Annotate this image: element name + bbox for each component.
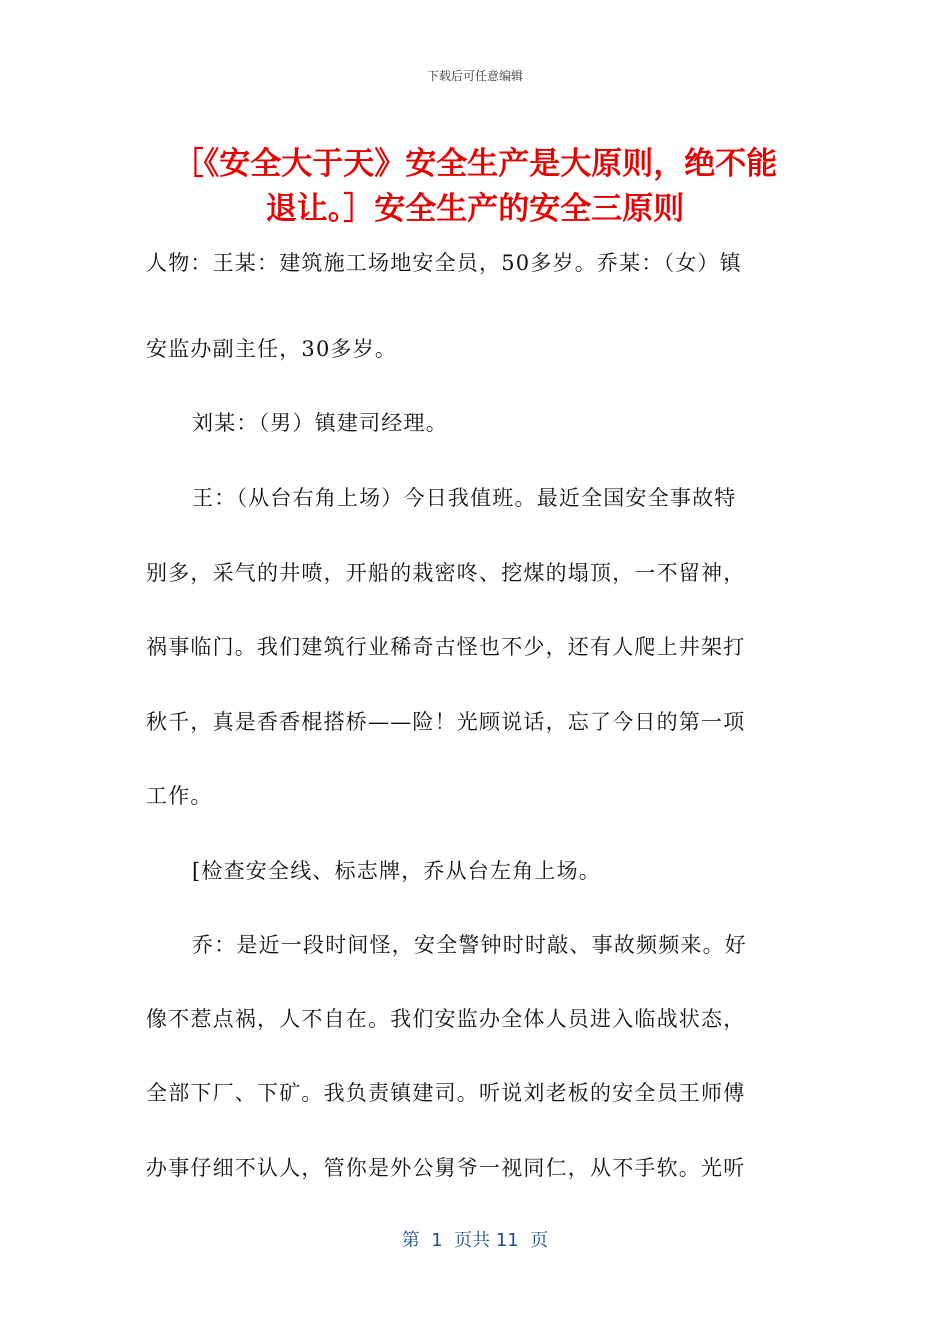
text-line: 别多，采气的井喷，开船的栽密咚、挖煤的塌顶，一不留神， [146, 561, 746, 585]
text-line: 王：（从台右角上场）今日我值班。最近全国安全事故特 [192, 486, 737, 510]
text-line: 祸事临门。我们建筑行业稀奇古怪也不少，还有人爬上井架打 [146, 635, 746, 659]
text-line: 安监办副主任，30多岁。 [146, 337, 398, 361]
title-line-1: ［《安全大于天》安全生产是大原则，绝不能 [172, 146, 778, 182]
text-line: 工作。 [146, 784, 213, 808]
text-line: 刘某：（男）镇建司经理。 [192, 411, 448, 435]
document-title [100, 142, 850, 232]
page-number-footer: 第 1 页共 11 页 [401, 1230, 549, 1251]
text-line: 乔：是近一段时间怪，安全警钟时时敲、事故频频来。好 [192, 933, 747, 957]
text-line: [检查安全线、标志牌，乔从台左角上场。 [192, 859, 601, 883]
text-line: 像不惹点祸，人不自在。我们安监办全体人员进入临战状态， [146, 1007, 746, 1031]
text-line: 全部下厂、下矿。我负责镇建司。听说刘老板的安全员王师傅 [146, 1081, 746, 1105]
text-line: 人物：王某：建筑施工场地安全员，50多岁。乔某：（女）镇 [146, 251, 742, 275]
title-line-2: 退让。］安全生产的安全三原则 [265, 191, 685, 227]
text-line: 秋千，真是香香棍搭桥——险！光顾说话，忘了今日的第一项 [146, 710, 746, 734]
text-line: 办事仔细不认人，管你是外公舅爷一视同仁，从不手软。光听 [146, 1156, 746, 1180]
header-note: 下载后可任意编辑 [426, 69, 523, 83]
